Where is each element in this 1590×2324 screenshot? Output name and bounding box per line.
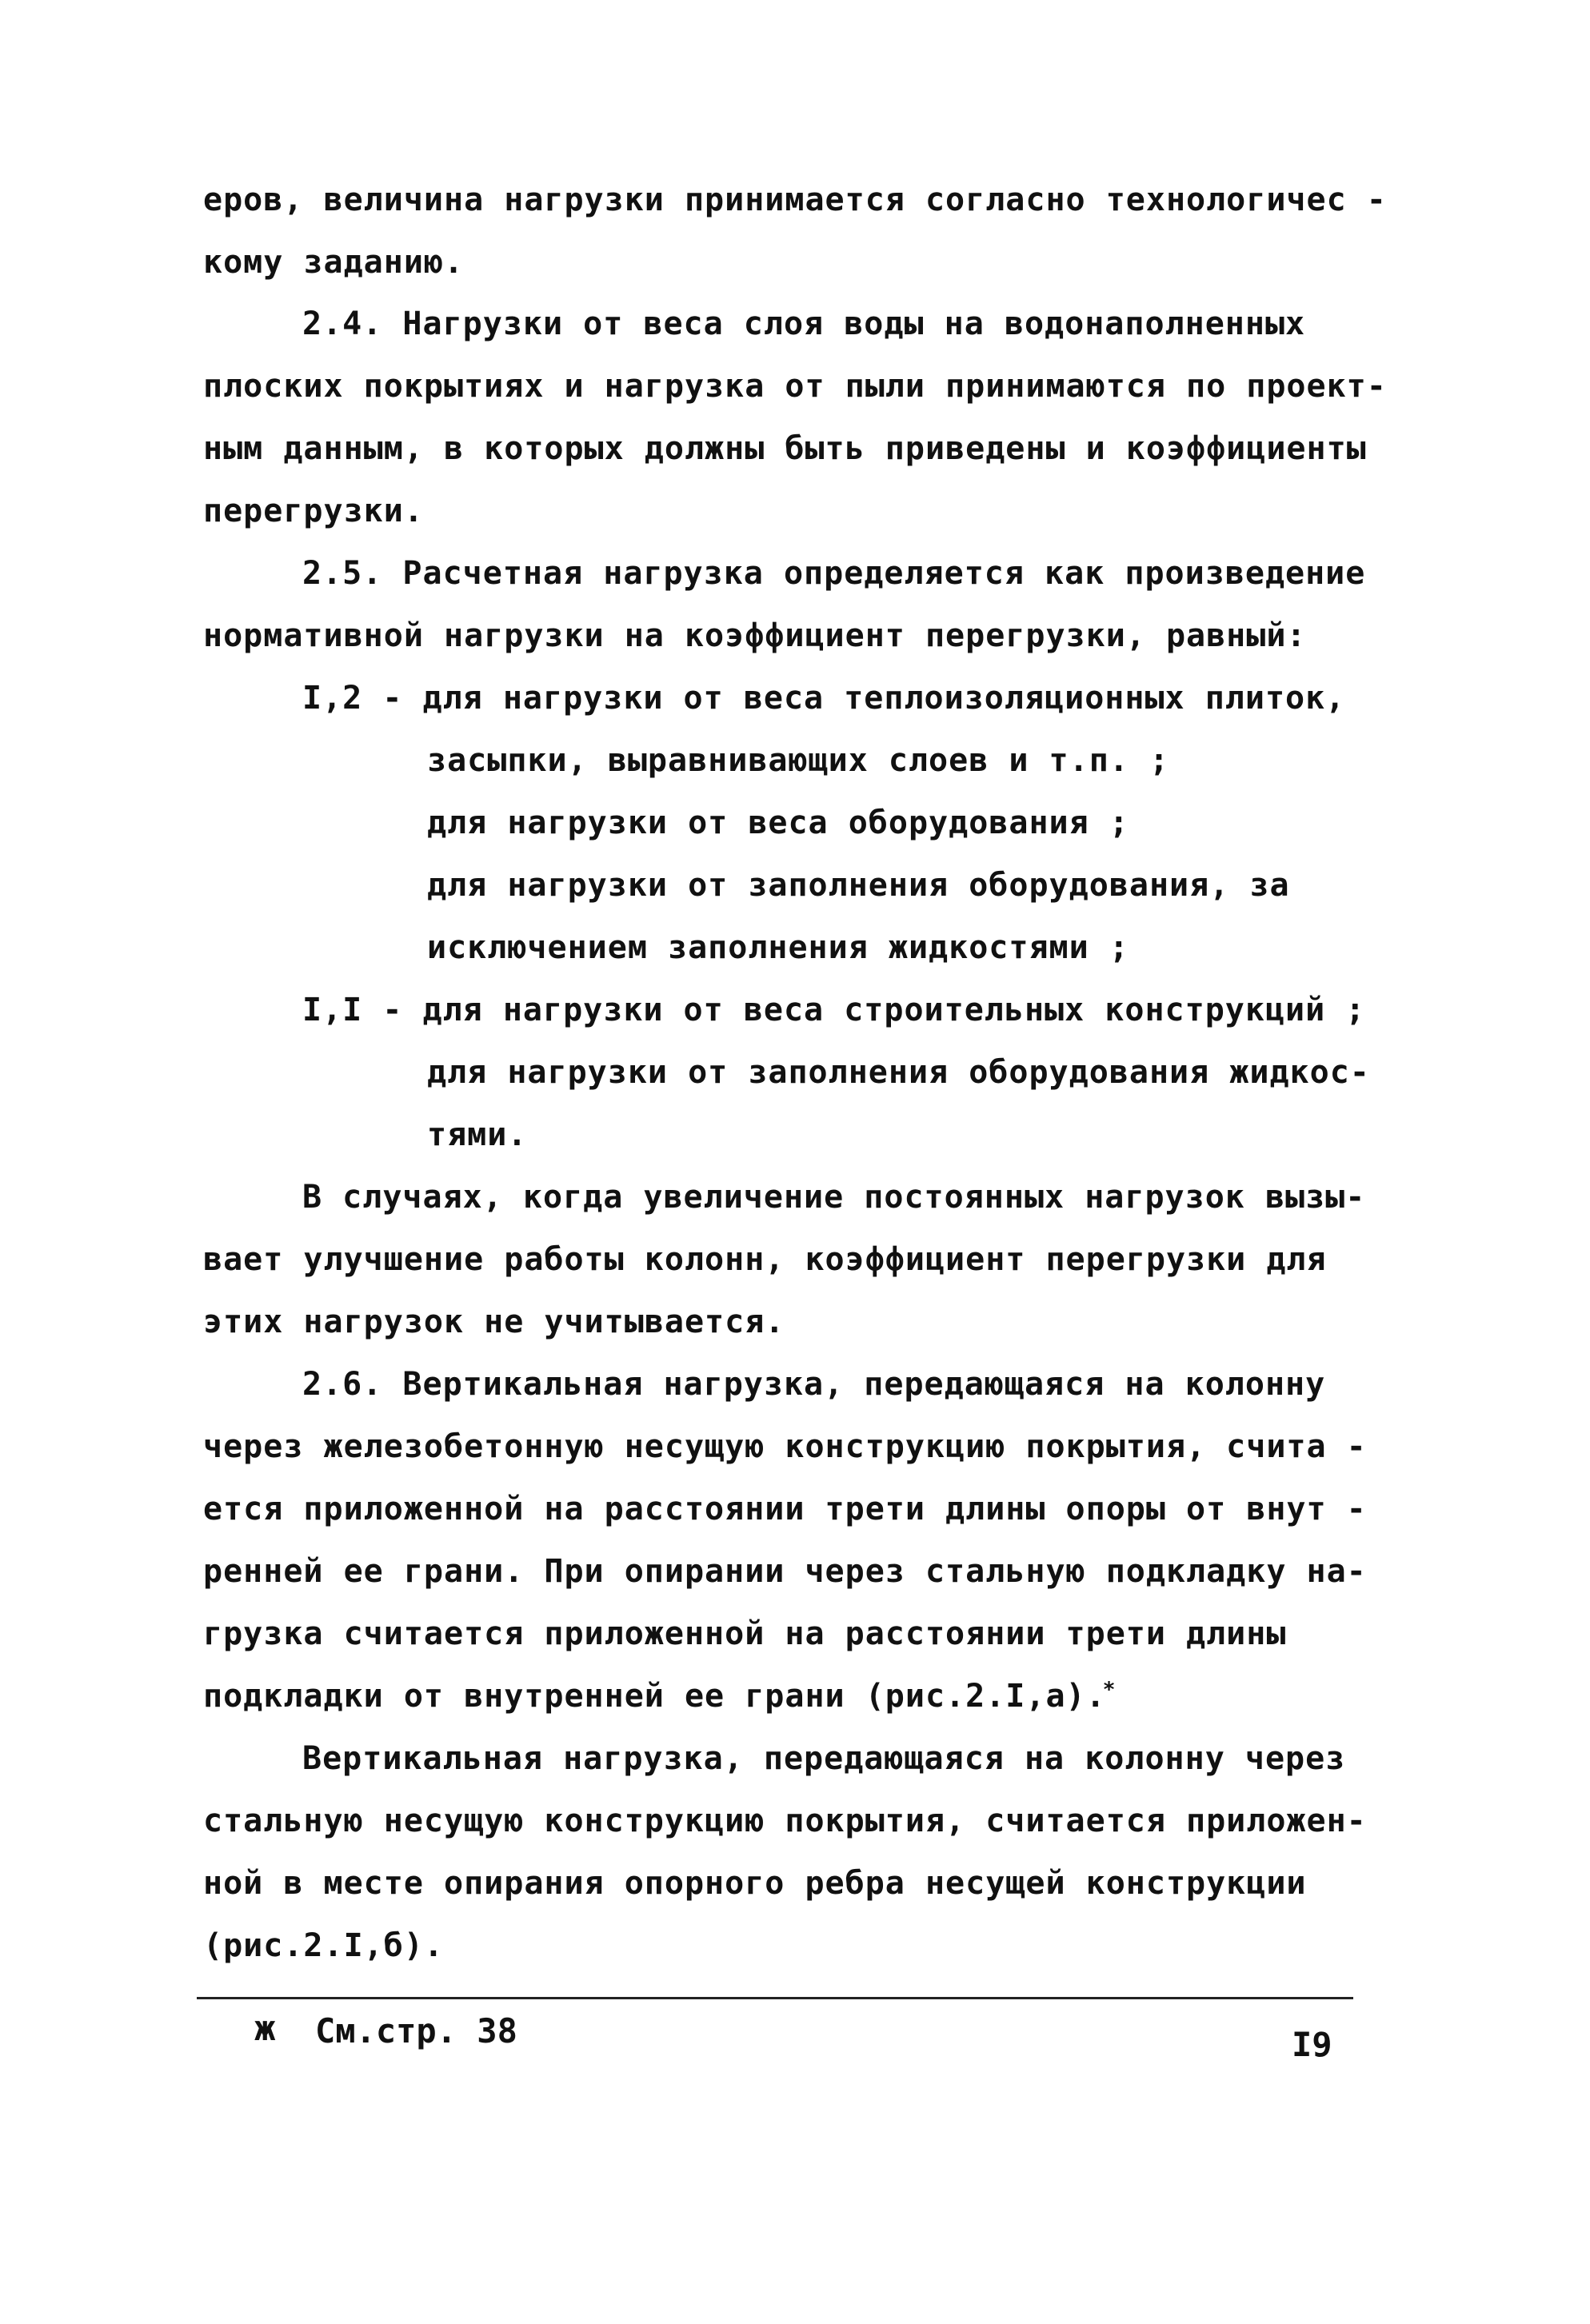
paragraph-2-5-line: 2.5. Расчетная нагрузка определяется как произведение [302,555,1366,592]
text-line: нормативной нагрузки на коэффициент перегрузки, равный: [203,617,1307,654]
text-line: ренней ее грани. При опирании через стальную подкладку на- [203,1553,1367,1590]
text-line: кому заданию. [203,244,465,281]
text-line: (рис.2.I,б). [203,1927,444,1964]
text-line [203,1677,1116,1715]
text-line: ной в месте опирания опорного ребра несущей конструкции [203,1865,1307,1902]
footnote-divider [197,1997,1353,1999]
paragraph-2-6-line: 2.6. Вертикальная нагрузка, передающаяся на колонну [302,1366,1326,1403]
text-line: вает улучшение работы колонн, коэффициент перегрузки для [203,1241,1327,1278]
text-line: ется приложенной на расстоянии трети длины опоры от внут - [203,1491,1367,1527]
footnote-text: См.стр. 38 [315,2011,517,2050]
text-line: этих нагрузок не учитывается. [203,1304,785,1340]
text-line: В случаях, когда увеличение постоянных нагрузок вызы- [302,1179,1366,1216]
text-line: исключением заполнения жидкостями ; [427,929,1129,966]
footnote-reference-marker: * [1102,1678,1117,1702]
text-span: подкладки от внутренней ее грани (рис.2.I,а). [203,1678,1106,1715]
coefficient-1-1-line: I,I - для нагрузки от веса строительных конструкций ; [302,992,1366,1028]
text-line: ным данным, в которых должны быть приведены и коэффициенты [203,430,1367,467]
text-line: грузка считается приложенной на расстоянии трети длины [203,1615,1287,1652]
text-line: стальную несущую конструкцию покрытия, считается приложен- [203,1803,1367,1839]
text-line: для нагрузки от заполнения оборудования жидкос- [427,1054,1370,1091]
text-line: для нагрузки от заполнения оборудования, за [427,867,1290,904]
text-line: для нагрузки от веса оборудования ; [427,805,1129,841]
text-line: перегрузки. [203,493,424,529]
text-line: плоских покрытиях и нагрузка от пыли принимаются по проект- [203,368,1387,405]
text-line: через железобетонную несущую конструкцию покрытия, счита - [203,1428,1367,1465]
footnote-marker: ж [254,2008,276,2049]
text-line: засыпки, выравнивающих слоев и т.п. ; [427,742,1170,779]
paragraph-2-4-line: 2.4. Нагрузки от веса слоя воды на водонаполненных [302,305,1306,342]
page-number: I9 [1292,2025,1332,2064]
text-line: Вертикальная нагрузка, передающаяся на колонну через [302,1740,1346,1777]
text-line: тями. [427,1116,528,1153]
text-line: еров, величина нагрузки принимается согласно технологичес - [203,182,1387,218]
coefficient-1-2-line: I,2 - для нагрузки от веса теплоизоляционных плиток, [302,680,1346,717]
